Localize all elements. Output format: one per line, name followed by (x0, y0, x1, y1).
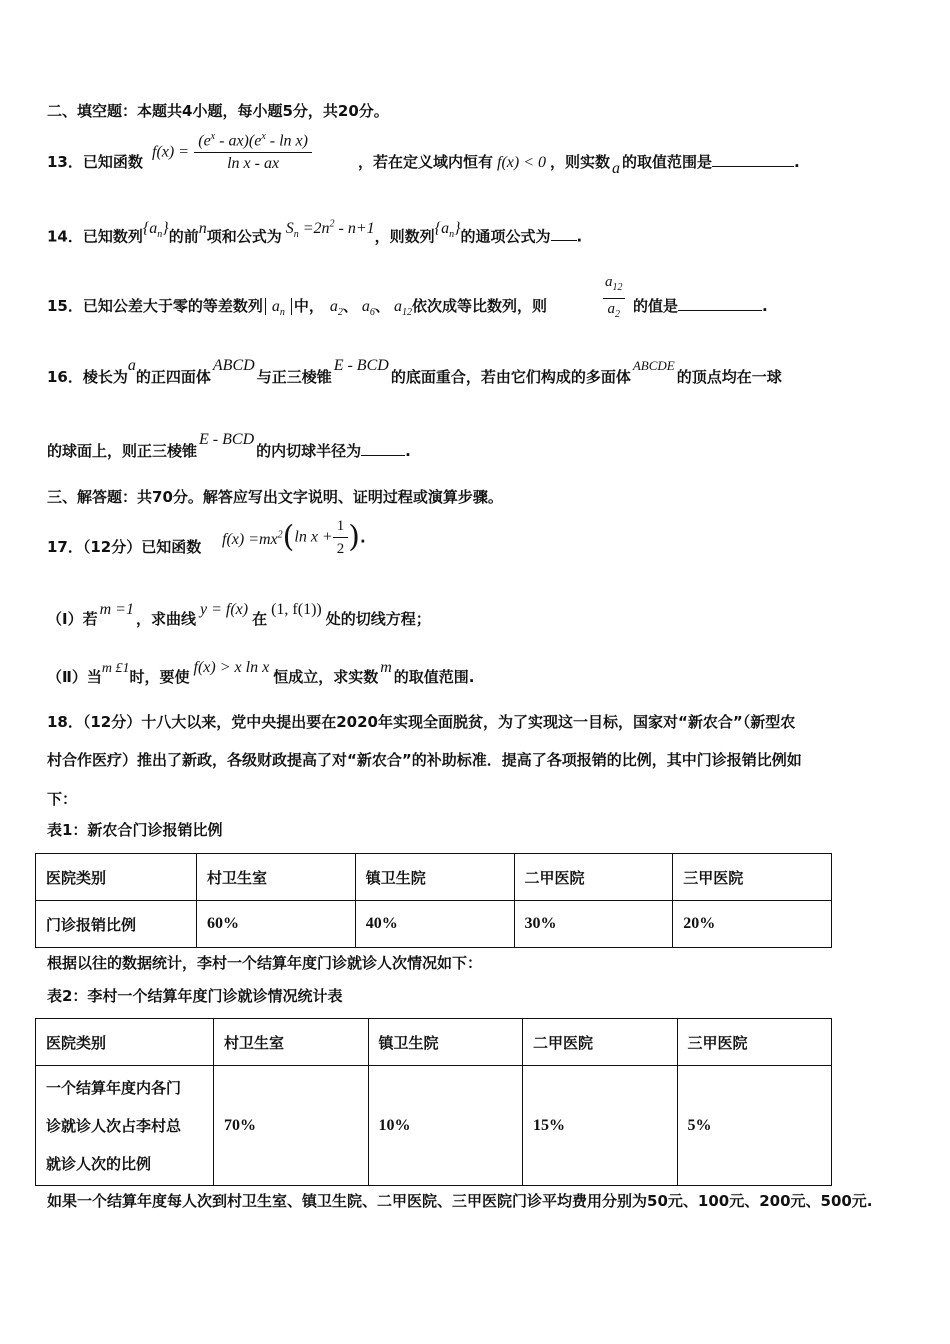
table-cell: 5% (677, 1066, 832, 1186)
q18-final-text: 如果一个结算年度每人次到村卫生室、镇卫生院、二甲医院、三甲医院门诊平均费用分别为50元、100元、200元、500元. (47, 1192, 873, 1210)
q13-rest: ，若在定义域内恒有 f(x) < 0 ，则实数 a 的取值范围是 . (358, 153, 800, 177)
table-cell: 一个结算年度内各门 诊就诊人次占李村总 就诊人次的比例 (36, 1066, 214, 1186)
table-2-header-row (36, 1019, 832, 1066)
q18-line-2: 村合作医疗）推出了新政，各级财政提高了对“新农合”的补助标准．提高了各项报销的比例，其中门诊报销比例如 (47, 751, 802, 769)
question-16-line-1: 16．棱长为a的正四面体ABCD与正三棱锥E - BCD的底面重合，若由它们构成的多面体ABCDE的顶点均在一球 (47, 357, 782, 386)
table-cell: 15% (523, 1066, 678, 1186)
q14-answer-blank[interactable] (551, 239, 577, 241)
q18-line-3: 下： (47, 790, 78, 808)
table-cell: 镇卫生院 (355, 854, 514, 901)
q13-answer-blank[interactable] (712, 165, 794, 167)
section-2-heading: 二、填空题：本题共4小题，每小题5分，共20分。 (47, 102, 389, 120)
question-14: 14．已知数列$\{a_n\}$的前n项和公式为 $S_n =2n^2 - n+1$，则数列$\{a_n\}$的通项公式为 . (47, 219, 583, 246)
table-1-header-row (36, 854, 832, 901)
table-cell: 70% (214, 1066, 369, 1186)
table-1 (35, 853, 832, 948)
table-2 (35, 1018, 832, 1186)
table-2-data-row (36, 1066, 832, 1186)
q15-fraction: $\frac{a_{12}}{a_2}$ (605, 274, 623, 320)
q16-answer-blank[interactable] (361, 454, 405, 456)
q13-fraction: $\frac{(e^x - ax)(e^x - \ln x)}{\text{ln x - ax}}$ (194, 126, 312, 175)
after-table-1-text: 根据以往的数据统计，李村一个结算年度门诊就诊人次情况如下： (47, 954, 483, 972)
q17-part-1: （Ⅰ）若m =1，求曲线y = f(x)在(1, f(1))处的切线方程； (47, 601, 431, 628)
q17-part-2: （Ⅱ）当m £1时，要使f(x) > x ln x恒成立，求实数m的取值范围. (47, 659, 475, 686)
table-2-title: 表2：李村一个结算年度门诊就诊情况统计表 (47, 987, 343, 1005)
table-cell: 医院类别 (36, 1019, 214, 1066)
table-cell: 40% (355, 901, 514, 948)
table-cell: 三甲医院 (673, 854, 832, 901)
q15-answer-blank[interactable] (678, 309, 762, 311)
section-3-heading: 三、解答题：共70分。解答应写出文字说明、证明过程或演算步骤。 (47, 488, 503, 506)
q13-number: 13． (47, 153, 83, 171)
table-cell: 20% (673, 901, 832, 948)
table-cell: 30% (514, 901, 673, 948)
table-cell: 村卫生室 (197, 854, 356, 901)
question-15: 15．已知公差大于零的等差数列 $a_n$ 中， $a_2$、 $a_6$、 $a_{12}$依次成等比数列，则 (47, 297, 547, 319)
q13-formula: f(x) = $\frac{(e^x - ax)(e^x - \ln x)}{\text{ln x - ax}}$ (152, 130, 312, 175)
question-13: 13．已知函数 (47, 153, 143, 171)
table-cell: 门诊报销比例 (36, 901, 197, 948)
question-16-line-2: 的球面上，则正三棱锥E - BCD的内切球半径为 . (47, 431, 411, 460)
table-cell: 二甲医院 (523, 1019, 678, 1066)
table-cell: 三甲医院 (677, 1019, 832, 1066)
table-cell: 医院类别 (36, 854, 197, 901)
table-cell: 10% (368, 1066, 523, 1186)
table-1-data-row (36, 901, 832, 948)
q17-formula: $f(x) =mx^2(\ln$ x + $\frac{1}{2}$ ). (222, 515, 366, 560)
table-cell: 镇卫生院 (368, 1019, 523, 1066)
table-cell: 60% (197, 901, 356, 948)
table-cell: 二甲医院 (514, 854, 673, 901)
table-cell: 村卫生室 (214, 1019, 369, 1066)
question-17: 17．（12分）已知函数 (47, 538, 202, 556)
table-1-title: 表1：新农合门诊报销比例 (47, 821, 223, 839)
q15-tail: 的值是 . (633, 297, 768, 315)
q18-line-1: 18．（12分）十八大以来，党中央提出要在2020年实现全面脱贫，为了实现这一目标，国家对“新农合”（新型农 (47, 713, 796, 731)
